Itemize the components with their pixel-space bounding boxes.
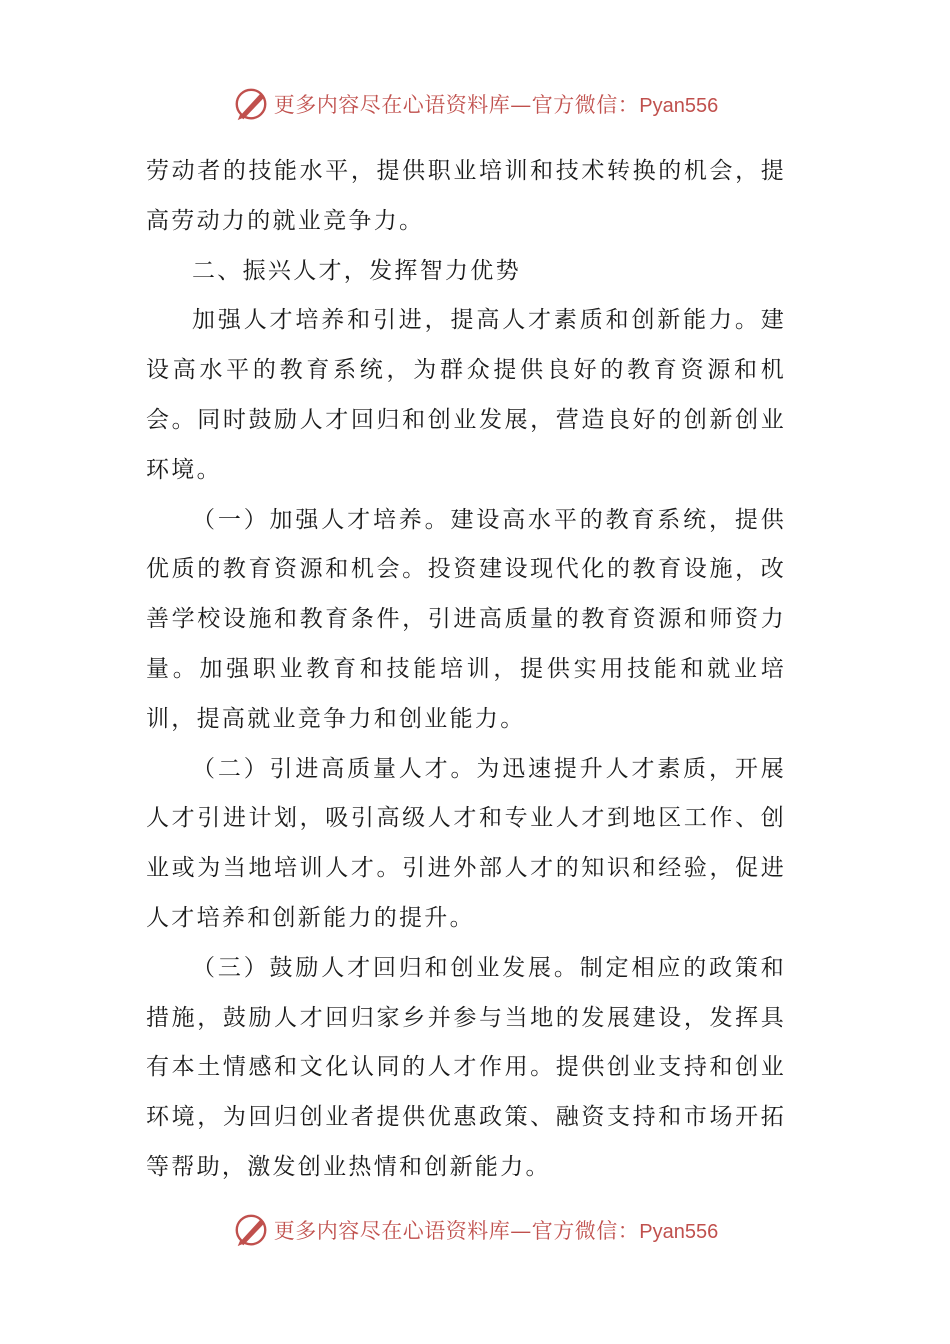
pen-nib-logo-icon [232, 1211, 270, 1249]
header-banner [0, 84, 950, 124]
paragraph: （一）加强人才培养。建设高水平的教育系统，提供优质的教育资源和机会。投资建设现代化的教育设施，改善学校设施和教育条件，引进高质量的教育资源和师资力量。加强职业教育和技能培训，提供实用技能和就业培训，提高就业竞争力和创业能力。 [146, 506, 786, 732]
paragraph: 加强人才培养和引进，提高人才素质和创新能力。建设高水平的教育系统，为群众提供良好的教育资源和机会。同时鼓励人才回归和创业发展，营造良好的创新创业环境。 [146, 307, 786, 483]
footer-banner [0, 1210, 950, 1250]
footer-banner-text [274, 1215, 718, 1245]
paragraph: （二）引进高质量人才。为迅速提升人才素质，开展人才引进计划，吸引高级人才和专业人才到地区工作、创业或为当地培训人才。引进外部人才的知识和经验，促进人才培养和创新能力的提升。 [146, 755, 786, 931]
header-banner-text [274, 89, 718, 119]
pen-nib-logo-icon [232, 85, 270, 123]
footer-wechat-id: Pyan556 [639, 1221, 719, 1243]
footer-banner-label: 更多内容尽在心语资料库—官方微信： [273, 1219, 640, 1243]
document-body [146, 147, 786, 1193]
header-banner-label: 更多内容尽在心语资料库—官方微信： [273, 93, 640, 117]
paragraph: 劳动者的技能水平，提供职业培训和技术转换的机会，提高劳动力的就业竞争力。 [146, 158, 786, 234]
section-heading: 二、振兴人才，发挥智力优势 [192, 257, 521, 284]
paragraph: （三）鼓励人才回归和创业发展。制定相应的政策和措施，鼓励人才回归家乡并参与当地的发展建设，发挥具有本土情感和文化认同的人才作用。提供创业支持和创业环境，为回归创业者提供优惠政策、融资支持和市场开拓等帮助，激发创业热情和创新能力。 [146, 954, 786, 1180]
header-wechat-id: Pyan556 [639, 95, 719, 117]
